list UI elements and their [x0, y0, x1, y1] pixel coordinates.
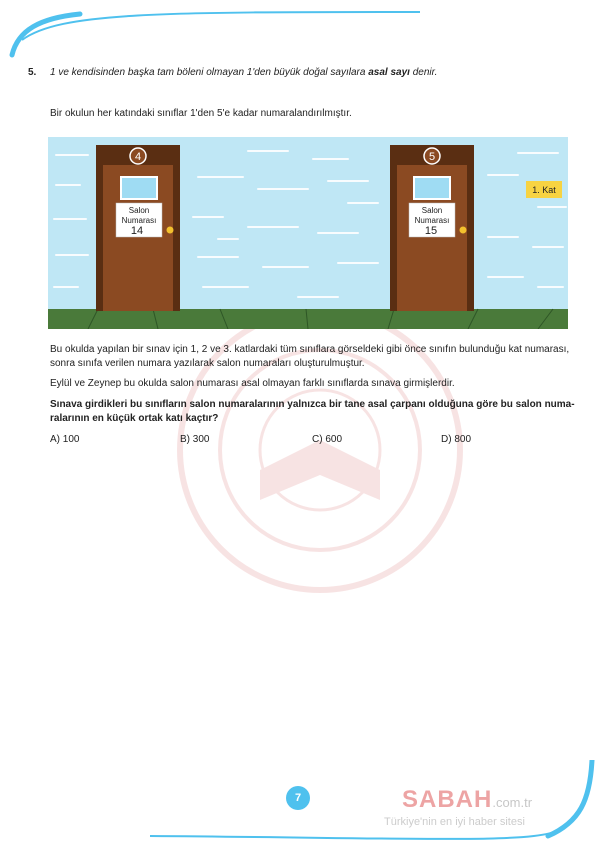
option-a[interactable]: A) 100 — [50, 434, 80, 445]
prime-term: asal sayı — [368, 67, 410, 78]
door-5-knob — [460, 227, 467, 234]
door-4-knob — [167, 227, 174, 234]
option-c[interactable]: C) 600 — [312, 434, 343, 445]
door-4 — [96, 145, 180, 311]
option-d[interactable]: D) 800 — [441, 434, 472, 445]
door-4-sign-line1: Salon — [128, 206, 150, 215]
exam-paragraph: Bu okulda yapılan bir sınav için 1, 2 ve 3. katlardaki tüm sınıflara görseldeki gibi önce sınıfın bulunduğu kat numarası, sonra sınıfa verilen numara yazılarak salon numaraları oluşturulmuştur. — [50, 344, 570, 369]
door-4-room-number: 14 — [130, 225, 144, 237]
door-4-sign-line2: Numarası — [121, 216, 157, 225]
door-5-sign-line2: Numarası — [414, 216, 450, 225]
door-5-number-badge — [424, 148, 440, 164]
door-4-number-badge — [130, 148, 146, 164]
sabah-tagline: Türkiye'nin en iyi haber sitesi — [384, 816, 525, 828]
top-swoosh-decoration — [0, 0, 600, 60]
door-5 — [390, 145, 474, 311]
page-number: 7 — [286, 786, 310, 810]
door-5-sign-line1: Salon — [421, 206, 443, 215]
door-4-number: 4 — [134, 151, 142, 163]
option-b[interactable]: B) 300 — [180, 434, 210, 445]
floor-label-text: 1. Kat — [532, 185, 556, 195]
classroom-doors-illustration — [48, 137, 568, 329]
question-number: 5. — [28, 67, 37, 78]
question-prompt: Sınava girdikleri bu sınıfların salon numaralarının yalnızca bir tane asal çarpanı olduğuna göre bu salon numa- ralarının en küçük ortak katı kaçtır? — [50, 399, 575, 424]
door-5-number: 5 — [428, 151, 436, 163]
answer-options — [50, 434, 570, 448]
prime-definition: 1 ve kendisinden başka tam böleni olmayan 1'den büyük doğal sayılara asal sayı denir. — [50, 67, 438, 78]
floor-label — [526, 181, 562, 198]
intro-text: Bir okulun her katındaki sınıflar 1'den 5'e kadar numaralandırılmıştır. — [50, 108, 352, 119]
door-5-room-number: 15 — [424, 225, 438, 237]
sabah-logo: SABAH.com.tr — [402, 786, 533, 813]
students-paragraph: Eylül ve Zeynep bu okulda salon numarası asal olmayan farklı sınıflarda sınava girmişlerdir. — [50, 378, 455, 389]
